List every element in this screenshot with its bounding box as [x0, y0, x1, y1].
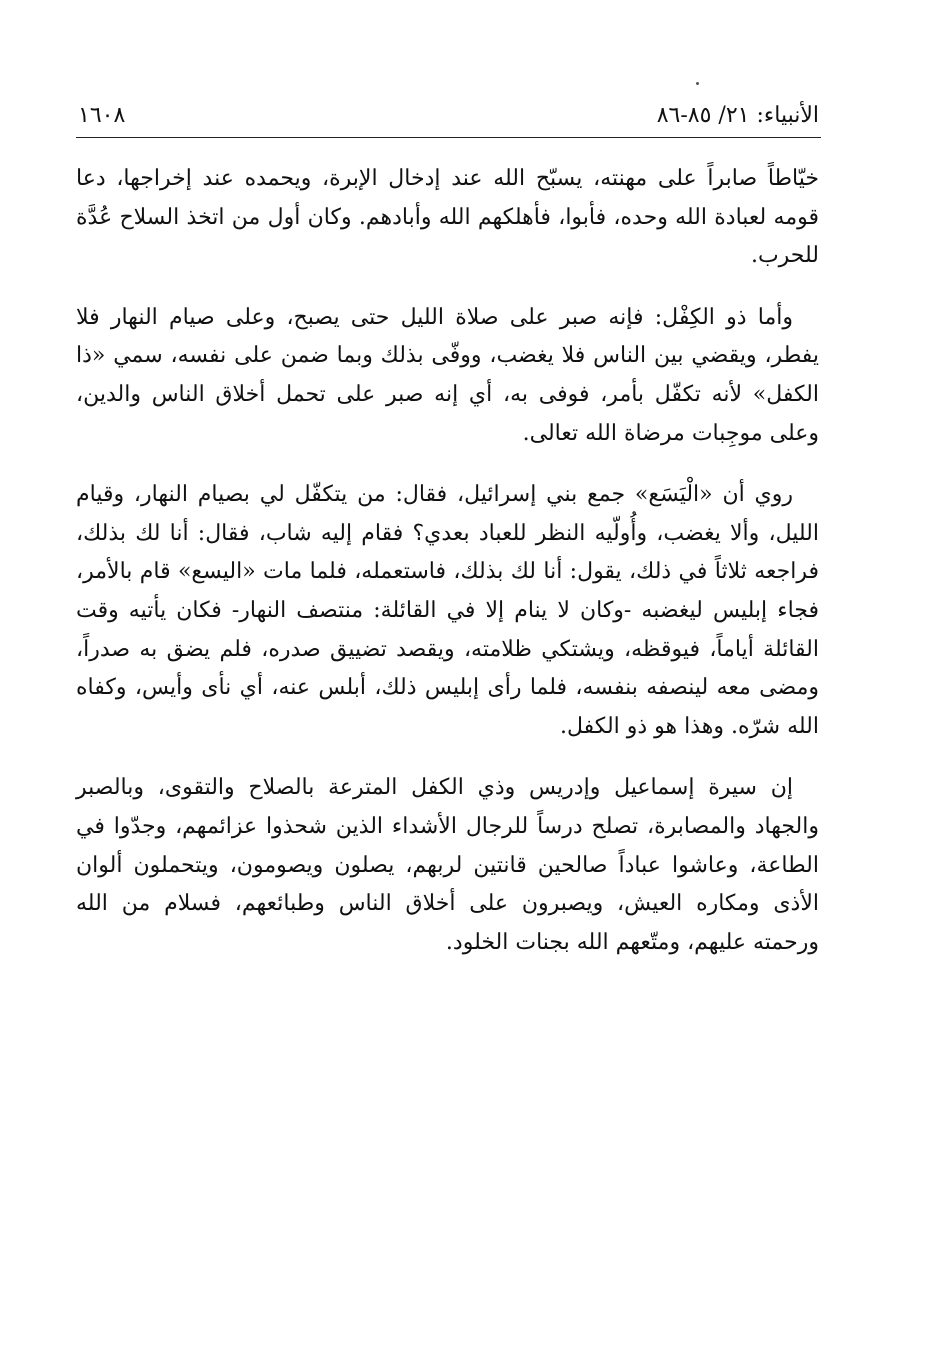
body-text [76, 160, 819, 985]
surah-verse-reference: الأنبياء: ٢١/ ٨٥-٨٦ [656, 103, 819, 128]
running-head [78, 98, 819, 134]
paragraph-3: روي أن «الْيَسَع» جمع بني إسرائيل، فقال: من يتكفّل لي بصيام النهار، وقيام الليل، وألا يغضب، وأُولّيه النظر للعباد بعدي؟ فقام إليه شاب، فقال: أنا لك بذلك، فراجعه ثلاثاً في ذلك، يقول: أنا لك بذلك، فاستعمله، فلما مات «اليسع» قام بالأمر، فجاء إبليس ليغضبه -وكان لا ينام إلا في القائلة: منتصف النهار- فكان يأتيه وقت القائلة أياماً، فيوقظه، ويشتكي ظلامته، ويقصد تضييق صدره، فلم يضق به صدراً، ومضى معه لينصفه بنفسه، فلما رأى إبليس ذلك، أبلس عنه، أي نأى وأيس، وكفاه الله شرّه. وهذا هو ذو الكفل. [76, 482, 819, 739]
header-rule [76, 137, 821, 138]
page-number: ١٦٠٨ [78, 103, 126, 128]
paragraph-4: إن سيرة إسماعيل وإدريس وذي الكفل المترعة بالصلاح والتقوى، وبالصبر والجهاد والمصابرة، تصلح درساً للرجال الأشداء الذين شحذوا عزائمهم، وجدّوا في الطاعة، وعاشوا عباداً صالحين قانتين لربهم، يصلون ويصومون، ويتحملون ألوان الأذى ومكاره العيش، ويصبرون على أخلاق الناس وطبائعهم، فسلام من الله ورحمته عليهم، ومتّعهم الله بجنات الخلود. [76, 775, 819, 955]
paragraph-2: وأما ذو الكِفْل: فإنه صبر على صلاة الليل حتى يصبح، وعلى صيام النهار فلا يفطر، ويقضي بين الناس فلا يغضب، ووفّى بذلك وبما ضمن على نفسه، سمي «ذا الكفل» لأنه تكفّل بأمر، فوفى به، أي إنه صبر على تحمل أخلاق الناس والدين، وعلى موجِبات مرضاة الله تعالى. [76, 304, 819, 446]
paragraph-1: خيّاطاً صابراً على مهنته، يسبّح الله عند إدخال الإبرة، ويحمده عند إخراجها، دعا قومه لعبادة الله وحده، فأبوا، فأهلكهم الله وأبادهم. وكان أول من اتخذ السلاح عُدَّة للحرب. [76, 166, 819, 269]
scan-speck [696, 82, 699, 85]
